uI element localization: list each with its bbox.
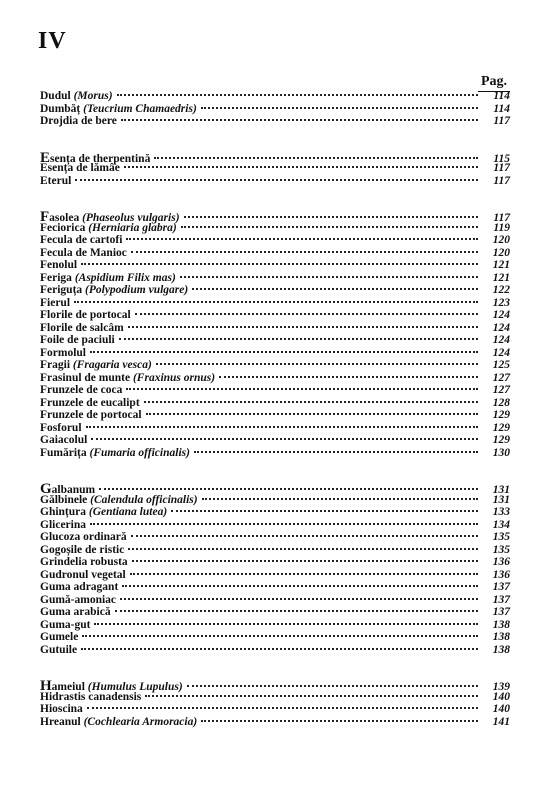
- entry-page-number: 138: [492, 643, 510, 656]
- entry-latin-name: (Herniaria glabra): [88, 221, 177, 234]
- entry-name: Hameiul: [40, 678, 85, 694]
- dot-leader: [87, 707, 478, 709]
- entry-title: [40, 115, 117, 127]
- entry-latin-name: (Gentiana lutea): [88, 506, 168, 518]
- toc-entry: [40, 359, 512, 372]
- entry-page-number: 127: [492, 384, 510, 396]
- entry-page-number: 135: [492, 531, 510, 543]
- toc-entry: [40, 519, 512, 532]
- dot-leader: [128, 326, 478, 328]
- entry-name: Hioscina: [40, 703, 83, 715]
- toc-entry: [40, 678, 512, 694]
- entry-latin-name: (Phaseolus vulgaris): [82, 212, 180, 224]
- dot-leader: [86, 426, 478, 428]
- entry-page-number: 135: [492, 543, 510, 556]
- dot-leader: [121, 119, 478, 121]
- entry-latin-name: (Polypodium vulgare): [85, 284, 189, 296]
- dot-leader: [120, 598, 478, 600]
- entry-page-number: 124: [492, 346, 510, 359]
- toc-entry: [40, 556, 512, 569]
- entry-latin-name: (Fumaria officinalis): [89, 446, 190, 459]
- entry-title: [40, 569, 126, 581]
- entry-title: [40, 347, 86, 359]
- toc-entry: [40, 259, 512, 272]
- entry-name: Frunzele de coca: [40, 384, 123, 396]
- entry-page-number: 125: [492, 359, 510, 371]
- entry-title: [40, 334, 115, 346]
- toc-entry: [40, 544, 512, 557]
- toc-entry: [40, 247, 512, 260]
- entry-page-number: 114: [493, 90, 510, 102]
- entry-title: [40, 397, 140, 409]
- entry-title: [40, 606, 111, 618]
- toc-entry: [40, 434, 512, 447]
- dot-leader: [181, 226, 478, 228]
- entry-name: Dumbăț: [40, 102, 81, 115]
- entry-page-number: 138: [492, 631, 510, 643]
- entry-name: Frasinul de munte: [40, 371, 131, 384]
- entry-title: [40, 175, 71, 187]
- entry-page-number: 133: [492, 506, 510, 518]
- entry-page-number: 137: [492, 581, 510, 593]
- entry-page-number: 117: [493, 212, 510, 224]
- dot-leader: [131, 535, 478, 537]
- entry-name: Feciorica: [40, 221, 86, 234]
- toc-entry: [40, 397, 512, 410]
- dot-leader: [180, 276, 478, 278]
- toc-entry: [40, 90, 512, 103]
- dot-leader: [81, 263, 478, 265]
- dot-leader: [124, 166, 478, 168]
- dot-leader: [126, 238, 478, 240]
- toc-entry: [40, 422, 512, 435]
- dot-leader: [91, 438, 478, 440]
- dot-leader: [128, 548, 478, 550]
- section-gap: [40, 187, 512, 209]
- entry-title: [40, 322, 124, 334]
- entry-name: Fierul: [40, 296, 71, 309]
- entry-name: Gălbinele: [40, 493, 88, 506]
- toc-entry: [40, 606, 512, 619]
- entry-title: [40, 691, 141, 703]
- toc-entry: [40, 409, 512, 422]
- toc-entry: [40, 581, 512, 594]
- dot-leader: [117, 94, 478, 96]
- entry-title: [40, 234, 122, 246]
- toc-entry: [40, 334, 512, 347]
- entry-page-number: 115: [493, 152, 510, 165]
- entry-page-number: 124: [492, 309, 510, 321]
- entry-title: [40, 519, 86, 531]
- entry-title: [40, 297, 70, 309]
- entry-name: Esența de lămâe: [40, 162, 120, 174]
- entry-name: Gumele: [40, 631, 79, 643]
- entry-name: Fecula de Manioc: [40, 246, 127, 259]
- entry-page-number: 120: [492, 234, 510, 246]
- toc-entry: [40, 481, 512, 497]
- toc-entry: [40, 531, 512, 544]
- entry-name: Frunzele de eucalipt: [40, 396, 140, 409]
- entry-page-number: 124: [492, 334, 510, 346]
- entry-title: [40, 631, 78, 643]
- entry-page-number: 119: [493, 221, 510, 234]
- entry-name: Fosforul: [40, 421, 82, 434]
- entry-name: Glucoza ordinară: [40, 531, 127, 543]
- entry-name: Fasolea: [40, 209, 80, 225]
- toc-entry: [40, 569, 512, 582]
- entry-title: [40, 422, 82, 434]
- entry-title: [40, 359, 152, 371]
- entry-name: Fumărița: [40, 446, 87, 459]
- entry-page-number: 138: [492, 618, 510, 631]
- dot-leader: [219, 376, 478, 378]
- entry-name: Gaiacolul: [40, 434, 88, 446]
- entry-title: [40, 162, 120, 174]
- dot-leader: [99, 488, 478, 490]
- dot-leader: [119, 338, 478, 340]
- entry-latin-name: (Fragaria vesca): [72, 359, 152, 371]
- entry-name: Fenolul: [40, 259, 78, 271]
- dot-leader: [122, 585, 478, 587]
- toc-entry: [40, 506, 512, 519]
- dot-leader: [192, 288, 478, 290]
- toc-entry: [40, 322, 512, 335]
- toc-entry: [40, 631, 512, 644]
- entry-name: Gogoșile de ristic: [40, 543, 125, 556]
- toc-entry: [40, 149, 512, 166]
- entry-name: Feriga: [40, 271, 72, 284]
- dot-leader: [132, 560, 478, 562]
- entry-title: [40, 434, 87, 446]
- toc-entry: [40, 447, 512, 460]
- section-gap: [40, 128, 512, 150]
- dot-leader: [75, 179, 478, 181]
- entry-title: [40, 384, 122, 396]
- dot-leader: [145, 695, 478, 697]
- entry-name: Esența de therpentină: [40, 149, 151, 166]
- entry-page-number: 129: [492, 409, 510, 421]
- entry-page-number: 120: [492, 246, 510, 259]
- entry-name: Guma arabică: [40, 606, 111, 618]
- toc-entry: [40, 272, 512, 285]
- entry-page-number: 124: [492, 321, 510, 334]
- dot-leader: [126, 388, 478, 390]
- entry-name: Gudronul vegetal: [40, 568, 126, 581]
- entry-latin-name: (Fraxinus ornus): [132, 371, 216, 384]
- entry-page-number: 137: [492, 606, 510, 618]
- toc-entry: [40, 115, 512, 128]
- entry-name: Florile de salcâm: [40, 321, 124, 334]
- entry-name: Fecula de cartofi: [40, 234, 123, 246]
- entry-page-number: 117: [493, 174, 510, 187]
- toc-entry: [40, 372, 512, 385]
- entry-page-number: 128: [492, 396, 510, 409]
- entry-title: [40, 619, 90, 631]
- entry-latin-name: (Aspidium Filix mas): [74, 271, 176, 284]
- entry-title: [40, 259, 77, 271]
- entry-name: Ghințura: [40, 506, 87, 518]
- toc-entry: [40, 234, 512, 247]
- entry-latin-name: (Morus): [73, 90, 113, 102]
- dot-leader: [201, 107, 478, 109]
- entry-title: [40, 594, 116, 606]
- entry-title: [40, 222, 177, 234]
- entry-title: [40, 531, 127, 543]
- entry-name: Hreanul: [40, 715, 81, 728]
- entry-page-number: 136: [492, 568, 510, 581]
- entry-name: Florile de portocal: [40, 309, 131, 321]
- dot-leader: [201, 720, 478, 722]
- toc-entry: [40, 494, 512, 507]
- entry-page-number: 123: [492, 296, 510, 309]
- table-of-contents: [40, 90, 512, 728]
- entry-name: Hidrastis canadensis: [40, 690, 142, 703]
- entry-title: [40, 716, 197, 728]
- toc-entry: [40, 297, 512, 310]
- dot-leader: [187, 685, 478, 687]
- dot-leader: [194, 451, 478, 453]
- entry-title: [40, 90, 113, 102]
- dot-leader: [94, 623, 478, 625]
- entry-page-number: 131: [492, 493, 510, 506]
- toc-entry: [40, 222, 512, 235]
- dot-leader: [130, 573, 478, 575]
- entry-page-number: 129: [492, 421, 510, 434]
- dot-leader: [74, 301, 478, 303]
- section-gap: [40, 656, 512, 678]
- toc-entry: [40, 175, 512, 188]
- entry-title: [40, 409, 142, 421]
- entry-page-number: 121: [492, 259, 510, 271]
- entry-title: [40, 309, 131, 321]
- dot-leader: [82, 635, 478, 637]
- entry-name: Gumă-amoniac: [40, 593, 117, 606]
- toc-entry: [40, 209, 512, 225]
- dot-leader: [90, 523, 478, 525]
- dot-leader: [135, 313, 478, 315]
- entry-page-number: 117: [493, 162, 510, 174]
- entry-latin-name: (Cochlearia Armoracia): [83, 715, 198, 728]
- dot-leader: [202, 498, 478, 500]
- dot-leader: [184, 216, 478, 218]
- entry-page-number: 122: [492, 284, 510, 296]
- entry-page-number: 129: [492, 434, 510, 446]
- dot-leader: [81, 648, 478, 650]
- toc-entry: [40, 103, 512, 116]
- entry-page-number: 117: [493, 115, 510, 127]
- entry-name: Guma-gut: [40, 618, 91, 631]
- toc-entry: [40, 703, 512, 716]
- entry-page-number: 131: [492, 484, 510, 496]
- entry-name: Galbanum: [40, 481, 96, 497]
- entry-page-number: 114: [493, 102, 510, 115]
- entry-name: Dudul: [40, 90, 71, 102]
- entry-page-number: 127: [492, 371, 510, 384]
- dot-leader: [90, 351, 478, 353]
- entry-page-number: 136: [492, 556, 510, 568]
- dot-leader: [146, 413, 478, 415]
- toc-entry: [40, 644, 512, 657]
- entry-latin-name: (Teucrium Chamaedris): [83, 102, 197, 115]
- entry-page-number: 137: [492, 593, 510, 606]
- entry-title: [40, 447, 190, 459]
- toc-entry: [40, 284, 512, 297]
- entry-title: [40, 556, 128, 568]
- toc-entry: [40, 162, 512, 175]
- entry-name: Feriguța: [40, 284, 83, 296]
- entry-name: Frunzele de portocal: [40, 409, 142, 421]
- entry-title: [40, 372, 215, 384]
- entry-name: Gutuile: [40, 643, 78, 656]
- entry-title: [40, 506, 167, 518]
- entry-title: [40, 703, 83, 715]
- dot-leader: [171, 510, 478, 512]
- entry-title: [40, 284, 188, 296]
- entry-name: Drojdia de bere: [40, 115, 117, 127]
- entry-name: Formolul: [40, 346, 86, 359]
- entry-name: Fragii: [40, 359, 71, 371]
- toc-entry: [40, 309, 512, 322]
- entry-page-number: 130: [492, 446, 510, 459]
- entry-name: Foile de paciuli: [40, 334, 115, 346]
- dot-leader: [154, 157, 478, 159]
- entry-title: [40, 494, 198, 506]
- page-column-header: Pag.: [478, 74, 510, 92]
- entry-latin-name: (Humulus Lupulus): [87, 681, 183, 693]
- toc-entry: [40, 619, 512, 632]
- entry-title: [40, 272, 176, 284]
- entry-title: [40, 544, 124, 556]
- entry-page-number: 140: [492, 690, 510, 703]
- entry-name: Glicerina: [40, 518, 86, 531]
- entry-page-number: 121: [492, 271, 510, 284]
- toc-entry: [40, 691, 512, 704]
- entry-name: Grindelia robusta: [40, 556, 128, 568]
- page-number: IV: [38, 28, 67, 54]
- entry-page-number: 139: [492, 681, 510, 693]
- dot-leader: [131, 251, 478, 253]
- entry-name: Guma adragant: [40, 581, 119, 593]
- entry-title: [40, 103, 197, 115]
- entry-name: Eterul: [40, 174, 72, 187]
- entry-page-number: 140: [492, 703, 510, 715]
- entry-title: [40, 581, 118, 593]
- dot-leader: [144, 401, 478, 403]
- entry-title: [40, 247, 127, 259]
- entry-title: [40, 644, 77, 656]
- toc-entry: [40, 384, 512, 397]
- toc-entry: [40, 347, 512, 360]
- toc-entry: [40, 594, 512, 607]
- dot-leader: [115, 610, 478, 612]
- dot-leader: [156, 363, 478, 365]
- entry-page-number: 134: [492, 518, 510, 531]
- section-gap: [40, 459, 512, 481]
- toc-entry: [40, 716, 512, 729]
- entry-latin-name: (Calendula officinalis): [90, 493, 198, 506]
- entry-page-number: 141: [492, 715, 510, 728]
